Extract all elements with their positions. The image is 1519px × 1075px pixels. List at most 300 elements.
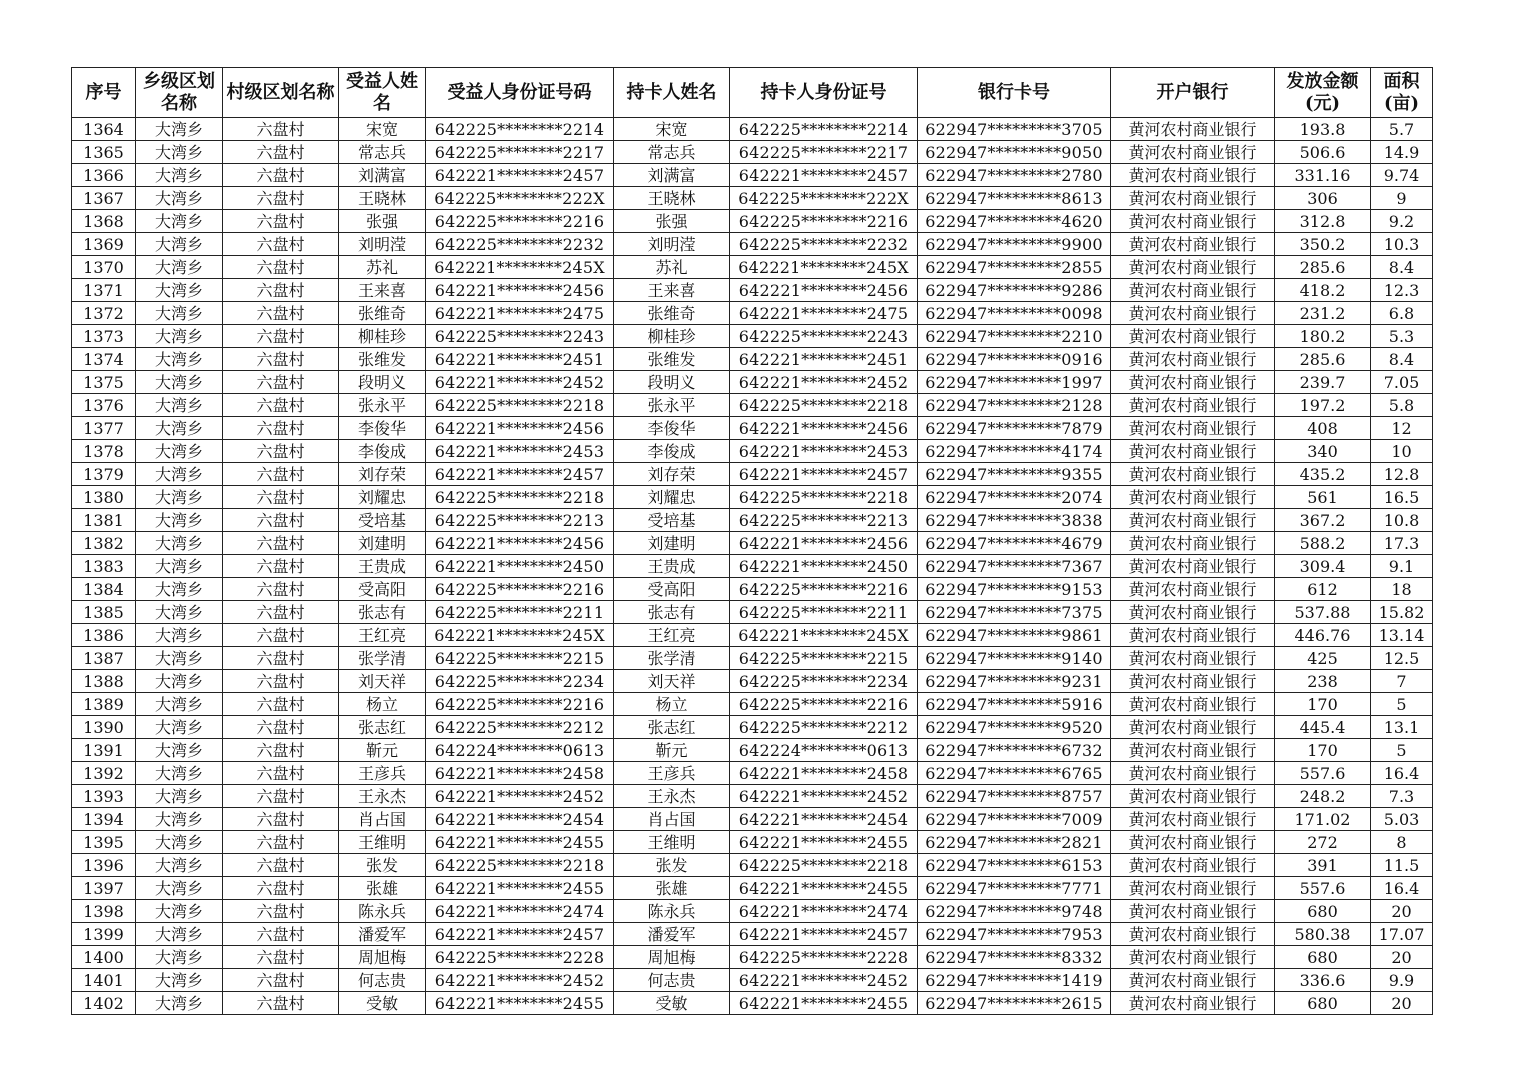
cell-cardholder-id: 642221********2452	[730, 785, 918, 808]
cell-cardholder-id: 642225********2213	[730, 509, 918, 532]
cell-index: 1386	[72, 624, 136, 647]
cell-village: 六盘村	[223, 348, 339, 371]
cell-area: 20	[1371, 992, 1433, 1015]
cell-amount: 239.7	[1275, 371, 1371, 394]
table-row	[72, 808, 1433, 831]
cell-township: 大湾乡	[136, 946, 223, 969]
cell-amount: 193.8	[1275, 118, 1371, 141]
cell-cardholder-name: 张维发	[614, 348, 730, 371]
table-row	[72, 532, 1433, 555]
cell-beneficiary-id: 642221********2456	[426, 417, 614, 440]
cell-amount: 435.2	[1275, 463, 1371, 486]
cell-beneficiary-name: 陈永兵	[339, 900, 426, 923]
cell-township: 大湾乡	[136, 509, 223, 532]
table-row	[72, 463, 1433, 486]
cell-beneficiary-name: 刘存荣	[339, 463, 426, 486]
cell-index: 1364	[72, 118, 136, 141]
cell-beneficiary-name: 常志兵	[339, 141, 426, 164]
cell-township: 大湾乡	[136, 992, 223, 1015]
cell-village: 六盘村	[223, 463, 339, 486]
cell-bank: 黄河农村商业银行	[1111, 440, 1275, 463]
cell-area: 5.7	[1371, 118, 1433, 141]
cell-area: 12	[1371, 417, 1433, 440]
cell-area: 9.74	[1371, 164, 1433, 187]
cell-index: 1397	[72, 877, 136, 900]
cell-cardholder-name: 刘明滢	[614, 233, 730, 256]
cell-amount: 445.4	[1275, 716, 1371, 739]
header-bank: 开户银行	[1111, 68, 1275, 118]
cell-cardholder-id: 642221********2457	[730, 923, 918, 946]
cell-township: 大湾乡	[136, 141, 223, 164]
cell-bank-card: 622947*********2855	[918, 256, 1111, 279]
cell-cardholder-id: 642221********2456	[730, 279, 918, 302]
cell-index: 1396	[72, 854, 136, 877]
cell-bank: 黄河农村商业银行	[1111, 555, 1275, 578]
cell-amount: 180.2	[1275, 325, 1371, 348]
cell-village: 六盘村	[223, 854, 339, 877]
cell-village: 六盘村	[223, 739, 339, 762]
table-row	[72, 785, 1433, 808]
cell-cardholder-id: 642225********2212	[730, 716, 918, 739]
cell-bank-card: 622947*********6765	[918, 762, 1111, 785]
cell-beneficiary-id: 642225********2215	[426, 647, 614, 670]
cell-cardholder-name: 刘耀忠	[614, 486, 730, 509]
table-row	[72, 831, 1433, 854]
cell-village: 六盘村	[223, 187, 339, 210]
cell-amount: 306	[1275, 187, 1371, 210]
cell-area: 16.4	[1371, 877, 1433, 900]
cell-amount: 561	[1275, 486, 1371, 509]
cell-beneficiary-id: 642225********2217	[426, 141, 614, 164]
cell-amount: 238	[1275, 670, 1371, 693]
cell-index: 1374	[72, 348, 136, 371]
cell-beneficiary-name: 刘建明	[339, 532, 426, 555]
cell-bank: 黄河农村商业银行	[1111, 164, 1275, 187]
cell-index: 1377	[72, 417, 136, 440]
table-row	[72, 486, 1433, 509]
cell-bank-card: 622947*********2821	[918, 831, 1111, 854]
header-township: 乡级区划名称	[136, 68, 223, 118]
cell-bank: 黄河农村商业银行	[1111, 279, 1275, 302]
cell-beneficiary-id: 642225********2228	[426, 946, 614, 969]
cell-cardholder-id: 642225********2216	[730, 693, 918, 716]
cell-beneficiary-name: 苏礼	[339, 256, 426, 279]
subsidy-table	[71, 67, 1433, 1015]
cell-township: 大湾乡	[136, 854, 223, 877]
cell-index: 1372	[72, 302, 136, 325]
cell-bank: 黄河农村商业银行	[1111, 187, 1275, 210]
cell-cardholder-name: 潘爱军	[614, 923, 730, 946]
cell-cardholder-name: 王来喜	[614, 279, 730, 302]
cell-beneficiary-id: 642225********2216	[426, 578, 614, 601]
table-row	[72, 325, 1433, 348]
cell-beneficiary-name: 王贵成	[339, 555, 426, 578]
cell-bank: 黄河农村商业银行	[1111, 302, 1275, 325]
cell-bank-card: 622947*********1419	[918, 969, 1111, 992]
cell-cardholder-id: 642221********2455	[730, 831, 918, 854]
cell-beneficiary-name: 张志红	[339, 716, 426, 739]
cell-cardholder-id: 642221********2475	[730, 302, 918, 325]
cell-village: 六盘村	[223, 601, 339, 624]
table-row	[72, 969, 1433, 992]
cell-village: 六盘村	[223, 417, 339, 440]
cell-cardholder-name: 张永平	[614, 394, 730, 417]
cell-beneficiary-id: 642225********2218	[426, 854, 614, 877]
cell-township: 大湾乡	[136, 532, 223, 555]
cell-area: 10.3	[1371, 233, 1433, 256]
cell-beneficiary-id: 642225********2234	[426, 670, 614, 693]
cell-area: 5	[1371, 739, 1433, 762]
cell-index: 1401	[72, 969, 136, 992]
cell-beneficiary-id: 642221********2455	[426, 831, 614, 854]
cell-township: 大湾乡	[136, 831, 223, 854]
cell-area: 16.4	[1371, 762, 1433, 785]
cell-cardholder-name: 刘满富	[614, 164, 730, 187]
cell-amount: 408	[1275, 417, 1371, 440]
cell-amount: 170	[1275, 739, 1371, 762]
cell-cardholder-id: 642221********2455	[730, 992, 918, 1015]
table-row	[72, 578, 1433, 601]
cell-area: 10	[1371, 440, 1433, 463]
table-row	[72, 440, 1433, 463]
cell-index: 1387	[72, 647, 136, 670]
cell-cardholder-name: 陈永兵	[614, 900, 730, 923]
cell-area: 7.05	[1371, 371, 1433, 394]
cell-township: 大湾乡	[136, 578, 223, 601]
cell-bank-card: 622947*********9355	[918, 463, 1111, 486]
cell-beneficiary-name: 王红亮	[339, 624, 426, 647]
cell-index: 1388	[72, 670, 136, 693]
cell-area: 8	[1371, 831, 1433, 854]
cell-bank-card: 622947*********9900	[918, 233, 1111, 256]
cell-area: 20	[1371, 946, 1433, 969]
cell-beneficiary-name: 刘天祥	[339, 670, 426, 693]
cell-beneficiary-name: 王晓林	[339, 187, 426, 210]
cell-cardholder-name: 靳元	[614, 739, 730, 762]
cell-beneficiary-name: 张维发	[339, 348, 426, 371]
cell-index: 1384	[72, 578, 136, 601]
cell-township: 大湾乡	[136, 371, 223, 394]
cell-beneficiary-name: 李俊成	[339, 440, 426, 463]
cell-village: 六盘村	[223, 693, 339, 716]
cell-amount: 612	[1275, 578, 1371, 601]
cell-area: 17.3	[1371, 532, 1433, 555]
cell-beneficiary-name: 张强	[339, 210, 426, 233]
cell-bank: 黄河农村商业银行	[1111, 647, 1275, 670]
cell-cardholder-name: 王贵成	[614, 555, 730, 578]
cell-township: 大湾乡	[136, 348, 223, 371]
cell-township: 大湾乡	[136, 969, 223, 992]
table-body	[72, 118, 1433, 1015]
cell-area: 7.3	[1371, 785, 1433, 808]
cell-bank: 黄河农村商业银行	[1111, 693, 1275, 716]
cell-village: 六盘村	[223, 785, 339, 808]
cell-township: 大湾乡	[136, 670, 223, 693]
cell-beneficiary-name: 王维明	[339, 831, 426, 854]
cell-bank-card: 622947*********0098	[918, 302, 1111, 325]
cell-beneficiary-name: 受培基	[339, 509, 426, 532]
cell-township: 大湾乡	[136, 624, 223, 647]
cell-bank-card: 622947*********2615	[918, 992, 1111, 1015]
cell-beneficiary-id: 642225********2218	[426, 394, 614, 417]
cell-area: 5.3	[1371, 325, 1433, 348]
cell-beneficiary-id: 642225********2216	[426, 693, 614, 716]
cell-beneficiary-name: 受高阳	[339, 578, 426, 601]
cell-beneficiary-id: 642221********2474	[426, 900, 614, 923]
cell-cardholder-name: 张雄	[614, 877, 730, 900]
cell-beneficiary-id: 642221********2450	[426, 555, 614, 578]
cell-index: 1381	[72, 509, 136, 532]
cell-beneficiary-id: 642225********2216	[426, 210, 614, 233]
cell-amount: 331.16	[1275, 164, 1371, 187]
cell-area: 6.8	[1371, 302, 1433, 325]
cell-bank-card: 622947*********5916	[918, 693, 1111, 716]
table-row	[72, 670, 1433, 693]
cell-bank: 黄河农村商业银行	[1111, 854, 1275, 877]
cell-amount: 285.6	[1275, 348, 1371, 371]
cell-beneficiary-name: 王来喜	[339, 279, 426, 302]
table-row	[72, 417, 1433, 440]
cell-area: 13.1	[1371, 716, 1433, 739]
cell-beneficiary-name: 王永杰	[339, 785, 426, 808]
cell-cardholder-name: 张志有	[614, 601, 730, 624]
table-row	[72, 946, 1433, 969]
cell-village: 六盘村	[223, 279, 339, 302]
cell-bank: 黄河农村商业银行	[1111, 532, 1275, 555]
table-row	[72, 279, 1433, 302]
cell-bank: 黄河农村商业银行	[1111, 486, 1275, 509]
cell-cardholder-name: 刘存荣	[614, 463, 730, 486]
cell-bank-card: 622947*********6732	[918, 739, 1111, 762]
cell-village: 六盘村	[223, 808, 339, 831]
cell-index: 1373	[72, 325, 136, 348]
cell-beneficiary-name: 李俊华	[339, 417, 426, 440]
cell-area: 12.8	[1371, 463, 1433, 486]
cell-amount: 367.2	[1275, 509, 1371, 532]
cell-index: 1375	[72, 371, 136, 394]
cell-cardholder-id: 642221********2454	[730, 808, 918, 831]
cell-beneficiary-name: 柳桂珍	[339, 325, 426, 348]
cell-cardholder-name: 刘天祥	[614, 670, 730, 693]
cell-beneficiary-name: 刘明滢	[339, 233, 426, 256]
cell-township: 大湾乡	[136, 601, 223, 624]
cell-amount: 272	[1275, 831, 1371, 854]
cell-amount: 580.38	[1275, 923, 1371, 946]
cell-cardholder-name: 宋宽	[614, 118, 730, 141]
cell-cardholder-id: 642221********2452	[730, 969, 918, 992]
cell-area: 9	[1371, 187, 1433, 210]
table-row	[72, 164, 1433, 187]
cell-village: 六盘村	[223, 164, 339, 187]
cell-cardholder-name: 苏礼	[614, 256, 730, 279]
cell-township: 大湾乡	[136, 486, 223, 509]
cell-area: 5.03	[1371, 808, 1433, 831]
cell-bank-card: 622947*********9520	[918, 716, 1111, 739]
cell-cardholder-name: 张维奇	[614, 302, 730, 325]
cell-bank: 黄河农村商业银行	[1111, 601, 1275, 624]
cell-beneficiary-id: 642221********2454	[426, 808, 614, 831]
cell-amount: 350.2	[1275, 233, 1371, 256]
header-beneficiary-id: 受益人身份证号码	[426, 68, 614, 118]
cell-village: 六盘村	[223, 578, 339, 601]
header-cardholder-name: 持卡人姓名	[614, 68, 730, 118]
cell-area: 9.9	[1371, 969, 1433, 992]
cell-bank: 黄河农村商业银行	[1111, 624, 1275, 647]
table-row	[72, 854, 1433, 877]
cell-beneficiary-id: 642221********245X	[426, 256, 614, 279]
cell-cardholder-id: 642225********2215	[730, 647, 918, 670]
cell-area: 13.14	[1371, 624, 1433, 647]
cell-cardholder-name: 王永杰	[614, 785, 730, 808]
cell-cardholder-name: 张志红	[614, 716, 730, 739]
cell-bank: 黄河农村商业银行	[1111, 394, 1275, 417]
cell-amount: 588.2	[1275, 532, 1371, 555]
cell-village: 六盘村	[223, 371, 339, 394]
header-area: 面积(亩)	[1371, 68, 1433, 118]
cell-index: 1390	[72, 716, 136, 739]
cell-amount: 170	[1275, 693, 1371, 716]
cell-cardholder-id: 642221********2474	[730, 900, 918, 923]
cell-beneficiary-id: 642221********2452	[426, 785, 614, 808]
cell-bank: 黄河农村商业银行	[1111, 417, 1275, 440]
cell-bank: 黄河农村商业银行	[1111, 900, 1275, 923]
cell-bank-card: 622947*********4679	[918, 532, 1111, 555]
cell-beneficiary-id: 642225********2243	[426, 325, 614, 348]
cell-village: 六盘村	[223, 532, 339, 555]
cell-cardholder-id: 642225********2216	[730, 578, 918, 601]
cell-cardholder-id: 642221********2455	[730, 877, 918, 900]
cell-cardholder-id: 642221********245X	[730, 256, 918, 279]
cell-amount: 285.6	[1275, 256, 1371, 279]
cell-bank-card: 622947*********7879	[918, 417, 1111, 440]
cell-cardholder-id: 642221********2451	[730, 348, 918, 371]
cell-beneficiary-name: 宋宽	[339, 118, 426, 141]
table-row	[72, 923, 1433, 946]
cell-cardholder-id: 642221********245X	[730, 624, 918, 647]
cell-area: 12.5	[1371, 647, 1433, 670]
cell-cardholder-id: 642225********2218	[730, 854, 918, 877]
cell-bank-card: 622947*********4174	[918, 440, 1111, 463]
cell-bank-card: 622947*********9861	[918, 624, 1111, 647]
cell-bank-card: 622947*********2128	[918, 394, 1111, 417]
cell-bank-card: 622947*********9748	[918, 900, 1111, 923]
cell-township: 大湾乡	[136, 394, 223, 417]
cell-bank: 黄河农村商业银行	[1111, 256, 1275, 279]
cell-township: 大湾乡	[136, 210, 223, 233]
cell-beneficiary-id: 642221********245X	[426, 624, 614, 647]
cell-area: 7	[1371, 670, 1433, 693]
table-row	[72, 394, 1433, 417]
cell-bank-card: 622947*********3705	[918, 118, 1111, 141]
cell-bank: 黄河农村商业银行	[1111, 969, 1275, 992]
cell-index: 1379	[72, 463, 136, 486]
table-row	[72, 624, 1433, 647]
cell-amount: 680	[1275, 992, 1371, 1015]
cell-cardholder-id: 642221********2453	[730, 440, 918, 463]
cell-beneficiary-id: 642221********2475	[426, 302, 614, 325]
cell-amount: 309.4	[1275, 555, 1371, 578]
cell-bank-card: 622947*********3838	[918, 509, 1111, 532]
table-row	[72, 739, 1433, 762]
cell-cardholder-name: 杨立	[614, 693, 730, 716]
cell-cardholder-name: 受培基	[614, 509, 730, 532]
cell-village: 六盘村	[223, 946, 339, 969]
cell-beneficiary-id: 642225********2213	[426, 509, 614, 532]
cell-township: 大湾乡	[136, 417, 223, 440]
cell-village: 六盘村	[223, 325, 339, 348]
cell-index: 1368	[72, 210, 136, 233]
cell-index: 1369	[72, 233, 136, 256]
cell-area: 5	[1371, 693, 1433, 716]
cell-township: 大湾乡	[136, 647, 223, 670]
cell-township: 大湾乡	[136, 555, 223, 578]
cell-area: 16.5	[1371, 486, 1433, 509]
cell-township: 大湾乡	[136, 233, 223, 256]
cell-bank-card: 622947*********7953	[918, 923, 1111, 946]
cell-cardholder-id: 642225********2232	[730, 233, 918, 256]
cell-index: 1400	[72, 946, 136, 969]
cell-township: 大湾乡	[136, 187, 223, 210]
cell-area: 8.4	[1371, 348, 1433, 371]
cell-cardholder-id: 642221********2456	[730, 532, 918, 555]
header-village: 村级区划名称	[223, 68, 339, 118]
cell-township: 大湾乡	[136, 923, 223, 946]
cell-area: 14.9	[1371, 141, 1433, 164]
table-row	[72, 118, 1433, 141]
cell-bank-card: 622947*********0916	[918, 348, 1111, 371]
cell-bank-card: 622947*********8757	[918, 785, 1111, 808]
table-row	[72, 900, 1433, 923]
cell-bank: 黄河农村商业银行	[1111, 762, 1275, 785]
cell-township: 大湾乡	[136, 279, 223, 302]
cell-village: 六盘村	[223, 762, 339, 785]
cell-cardholder-name: 受敏	[614, 992, 730, 1015]
table-row	[72, 187, 1433, 210]
cell-cardholder-name: 常志兵	[614, 141, 730, 164]
cell-bank-card: 622947*********7367	[918, 555, 1111, 578]
cell-amount: 391	[1275, 854, 1371, 877]
cell-bank: 黄河农村商业银行	[1111, 923, 1275, 946]
header-cardholder-id: 持卡人身份证号	[730, 68, 918, 118]
cell-bank: 黄河农村商业银行	[1111, 141, 1275, 164]
cell-village: 六盘村	[223, 647, 339, 670]
cell-index: 1393	[72, 785, 136, 808]
cell-village: 六盘村	[223, 256, 339, 279]
cell-township: 大湾乡	[136, 463, 223, 486]
cell-beneficiary-id: 642221********2452	[426, 969, 614, 992]
cell-index: 1366	[72, 164, 136, 187]
cell-index: 1367	[72, 187, 136, 210]
cell-beneficiary-name: 周旭梅	[339, 946, 426, 969]
cell-beneficiary-id: 642221********2457	[426, 463, 614, 486]
cell-beneficiary-name: 靳元	[339, 739, 426, 762]
header-amount: 发放金额(元)	[1275, 68, 1371, 118]
cell-cardholder-id: 642224********0613	[730, 739, 918, 762]
cell-village: 六盘村	[223, 141, 339, 164]
table-row	[72, 348, 1433, 371]
cell-beneficiary-name: 张雄	[339, 877, 426, 900]
cell-amount: 425	[1275, 647, 1371, 670]
cell-cardholder-name: 刘建明	[614, 532, 730, 555]
cell-bank-card: 622947*********2210	[918, 325, 1111, 348]
cell-index: 1394	[72, 808, 136, 831]
cell-amount: 537.88	[1275, 601, 1371, 624]
cell-cardholder-name: 张发	[614, 854, 730, 877]
cell-beneficiary-id: 642225********2218	[426, 486, 614, 509]
cell-index: 1391	[72, 739, 136, 762]
cell-township: 大湾乡	[136, 693, 223, 716]
cell-township: 大湾乡	[136, 302, 223, 325]
